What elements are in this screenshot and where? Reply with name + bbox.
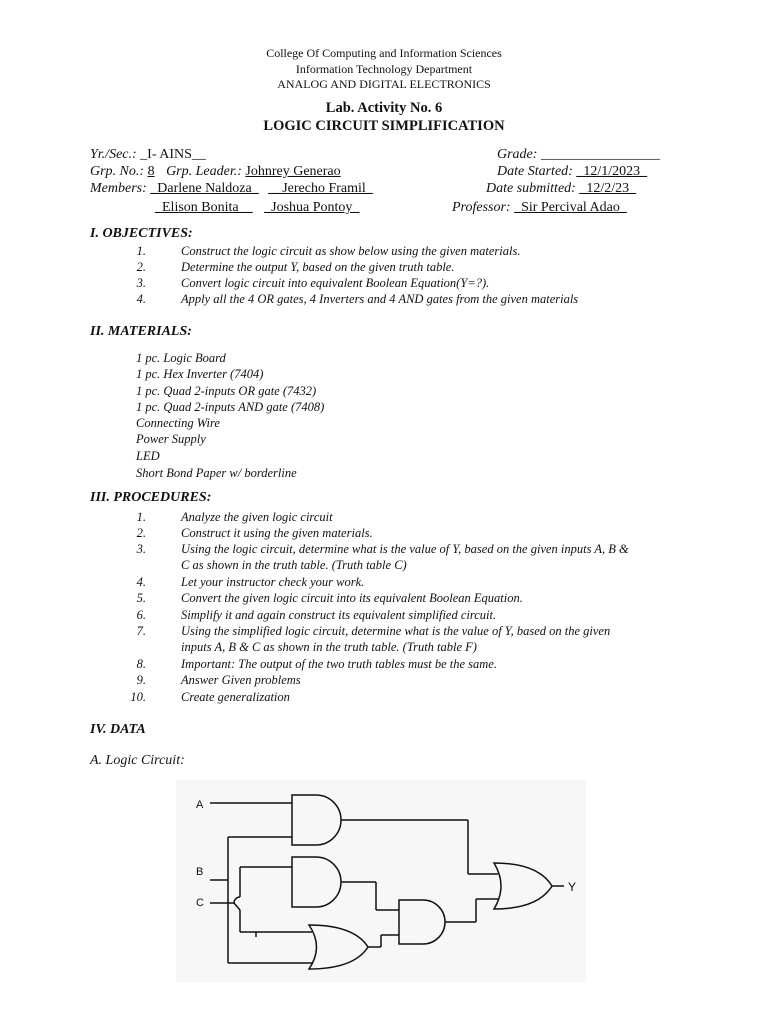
output-y-label: Y bbox=[568, 880, 577, 894]
group-line bbox=[90, 163, 341, 180]
diagram-background bbox=[176, 780, 586, 982]
activity-title: LOGIC CIRCUIT SIMPLIFICATION bbox=[263, 118, 505, 134]
item-text: Simplify it and again construct its equivalent simplified circuit. bbox=[181, 608, 497, 622]
material-item: 1 pc. Hex Inverter (7404) bbox=[136, 367, 264, 381]
professor-line bbox=[452, 199, 627, 216]
members-label: Members: bbox=[90, 181, 147, 196]
date-started-value: _12/1/2023_ bbox=[576, 164, 648, 179]
material-item: Connecting Wire bbox=[136, 416, 220, 430]
objectives-heading: I. OBJECTIVES: bbox=[90, 226, 193, 241]
activity-number: Lab. Activity No. 6 bbox=[325, 100, 443, 116]
date-submitted-label: Date submitted: bbox=[486, 181, 576, 196]
member-1: _Darlene Naldoza_ bbox=[150, 181, 259, 196]
group-no-value: 8 bbox=[147, 164, 155, 179]
item-text: Convert logic circuit into equivalent Boolean Equation(Y=?). bbox=[181, 276, 490, 290]
item-number: 2. bbox=[136, 260, 146, 274]
input-a-label: A bbox=[196, 799, 204, 811]
item-text-continued: C as shown in the truth table. (Truth table C) bbox=[181, 558, 407, 572]
date-started-label: Date Started: bbox=[497, 164, 573, 179]
grade-line bbox=[497, 146, 660, 163]
material-item: 1 pc. Quad 2-inputs OR gate (7432) bbox=[136, 384, 317, 398]
date-started-line bbox=[497, 163, 647, 180]
material-item: Power Supply bbox=[136, 432, 206, 446]
item-number: 5. bbox=[136, 591, 146, 605]
date-submitted-value: _12/2/23_ bbox=[579, 181, 637, 196]
yr-sec-label: Yr./Sec.: bbox=[90, 147, 137, 162]
item-text: Determine the output Y, based on the given truth table. bbox=[181, 260, 455, 274]
professor-value: _Sir Percival Adao_ bbox=[514, 200, 627, 215]
item-text: Convert the given logic circuit into its equivalent Boolean Equation. bbox=[181, 591, 523, 605]
item-number: 8. bbox=[136, 657, 146, 671]
item-number: 3. bbox=[136, 276, 146, 290]
item-number: 2. bbox=[136, 526, 146, 540]
group-leader-value: Johnrey Generao bbox=[245, 164, 341, 179]
item-text: Analyze the given logic circuit bbox=[181, 510, 333, 524]
item-text: Apply all the 4 OR gates, 4 Inverters and 4 AND gates from the given materials bbox=[181, 292, 579, 306]
material-item: 1 pc. Quad 2-inputs AND gate (7408) bbox=[136, 400, 325, 414]
course-name: ANALOG AND DIGITAL ELECTRONICS bbox=[277, 77, 491, 91]
data-heading: IV. DATA bbox=[90, 722, 146, 737]
procedures-heading: III. PROCEDURES: bbox=[90, 490, 212, 505]
item-number: 3. bbox=[136, 542, 146, 556]
members-line bbox=[90, 180, 373, 197]
yr-sec-line bbox=[90, 146, 206, 163]
member-3: _Elison Bonita__ bbox=[155, 200, 253, 215]
member-4: _Joshua Pontoy_ bbox=[264, 200, 360, 215]
grade-label: Grade: bbox=[497, 147, 538, 162]
input-b-label: B bbox=[196, 866, 204, 878]
input-c-label: C bbox=[196, 897, 204, 909]
item-number: 4. bbox=[136, 292, 146, 306]
item-text: Answer Given problems bbox=[181, 673, 301, 687]
group-no-label: Grp. No.: bbox=[90, 164, 145, 179]
item-text: Construct the logic circuit as show below using the given materials. bbox=[181, 244, 521, 258]
yr-sec-value: _I- AINS__ bbox=[136, 147, 206, 162]
item-number: 6. bbox=[136, 608, 146, 622]
professor-label: Professor: bbox=[452, 200, 511, 215]
college-name: College Of Computing and Information Sciences bbox=[266, 46, 502, 60]
item-text: Create generalization bbox=[181, 690, 290, 704]
item-number: 9. bbox=[136, 673, 146, 687]
grade-value: _________________ bbox=[537, 147, 660, 162]
logic-circuit-subheading: A. Logic Circuit: bbox=[90, 753, 185, 768]
item-number: 10. bbox=[130, 690, 146, 704]
department-name: Information Technology Department bbox=[295, 62, 473, 76]
item-text: Using the simplified logic circuit, determine what is the value of Y, based on the given bbox=[181, 624, 611, 638]
item-text-continued: inputs A, B & C as shown in the truth table. (Truth table F) bbox=[181, 640, 477, 654]
material-item: 1 pc. Logic Board bbox=[136, 351, 226, 365]
group-leader-label: Grp. Leader.: bbox=[166, 164, 242, 179]
member-2: __Jerecho Framil_ bbox=[268, 181, 373, 196]
item-number: 1. bbox=[136, 244, 146, 258]
item-number: 7. bbox=[136, 624, 146, 638]
members-line-2 bbox=[155, 199, 359, 216]
item-number: 1. bbox=[136, 510, 146, 524]
material-item: Short Bond Paper w/ borderline bbox=[136, 466, 297, 480]
item-text: Construct it using the given materials. bbox=[181, 526, 373, 540]
item-text: Using the logic circuit, determine what is the value of Y, based on the given inputs A, B & bbox=[181, 542, 629, 556]
item-number: 4. bbox=[136, 575, 146, 589]
date-submitted-line bbox=[486, 180, 636, 197]
item-text: Important: The output of the two truth tables must be the same. bbox=[181, 657, 497, 671]
materials-heading: II. MATERIALS: bbox=[90, 324, 192, 339]
logic-circuit-diagram bbox=[176, 780, 586, 982]
item-text: Let your instructor check your work. bbox=[181, 575, 365, 589]
material-item: LED bbox=[136, 449, 160, 463]
